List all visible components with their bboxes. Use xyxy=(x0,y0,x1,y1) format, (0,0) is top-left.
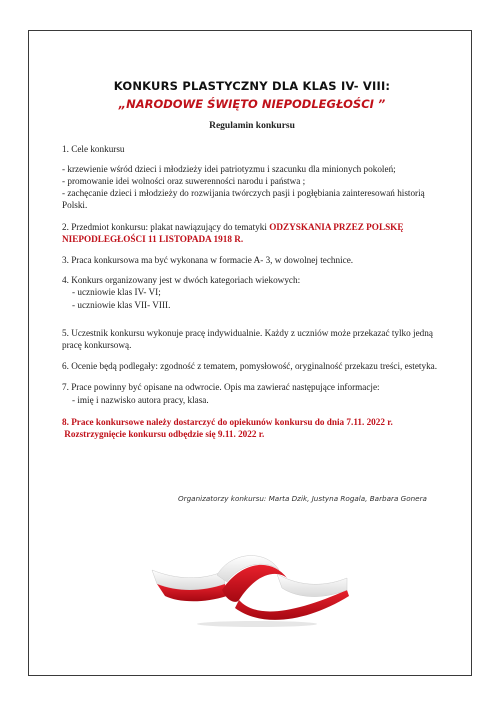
section-7 xyxy=(62,381,442,405)
section-1-item: - krzewienie wśród dzieci i młodzieży idei patriotyzmu i szacunku dla minionych pokoleń; xyxy=(62,163,396,174)
document-body xyxy=(62,80,442,440)
section-2-text: 2. Przedmiot konkursu: plakat nawiązujący do tematyki xyxy=(62,221,270,232)
section-3: 3. Praca konkursowa ma być wykonana w formacie A- 3, w dowolnej technice. xyxy=(62,255,354,266)
section-1-heading: 1. Cele konkursu xyxy=(62,143,125,154)
section-2 xyxy=(62,221,442,245)
title-line-2: „NARODOWE ŚWIĘTO NIEPODLEGŁOŚCI ” xyxy=(118,97,386,112)
section-2-highlight: ODZYSKANIA PRZEZ POLSKĘ NIEPODLEGŁOŚCI 11 LISTOPADA 1918 R. xyxy=(62,221,404,244)
section-1-item: - zachęcanie dzieci i młodzieży do rozwijania twórczych pasji i pogłębiania zainteresowań historią Polski. xyxy=(62,188,425,211)
section-1-item: - promowanie idei wolności oraz suwerenności narodu i państwa ; xyxy=(62,176,306,187)
section-4-heading: 4. Konkurs organizowany jest w dwóch kategoriach wiekowych: xyxy=(62,275,301,286)
polish-flag-ribbon-icon xyxy=(147,530,353,630)
section-7-heading: 7. Prace powinny być opisane na odwrocie. Opis ma zawierać następujące informacje: xyxy=(62,382,380,393)
section-4 xyxy=(62,274,442,311)
title-line-1: KONKURS PLASTYCZNY DLA KLAS IV- VIII: xyxy=(113,79,391,93)
organizers-signature: Organizatorzy konkursu: Marta Dzik, Justyna Rogala, Barbara Gonera xyxy=(178,494,427,503)
section-6: 6. Ocenie będą podlegały: zgodność z tematem, pomysłowość, oryginalność przekazu treści, estetyka. xyxy=(62,361,438,372)
section-8-line-1: 8. Prace konkursowe należy dostarczyć do opiekunów konkursu do dnia 7.11. 2022 r. xyxy=(62,416,393,427)
section-7-item: - imię i nazwisko autora pracy, klasa. xyxy=(72,394,209,405)
section-8 xyxy=(62,416,442,440)
section-5: 5. Uczestnik konkursu wykonuje pracę indywidualnie. Każdy z uczniów może przekazać tylko jedną pracę konkursową. xyxy=(62,327,433,351)
section-4-item: - uczniowie klas IV- VI; xyxy=(72,287,161,298)
regulation-subtitle: Regulamin konkursu xyxy=(209,121,295,132)
section-4-item: - uczniowie klas VII- VIII. xyxy=(72,299,171,310)
section-8-line-2: Rozstrzygnięcie konkursu odbędzie się 9.11. 2022 r. xyxy=(62,429,265,440)
section-1-list xyxy=(62,163,442,212)
